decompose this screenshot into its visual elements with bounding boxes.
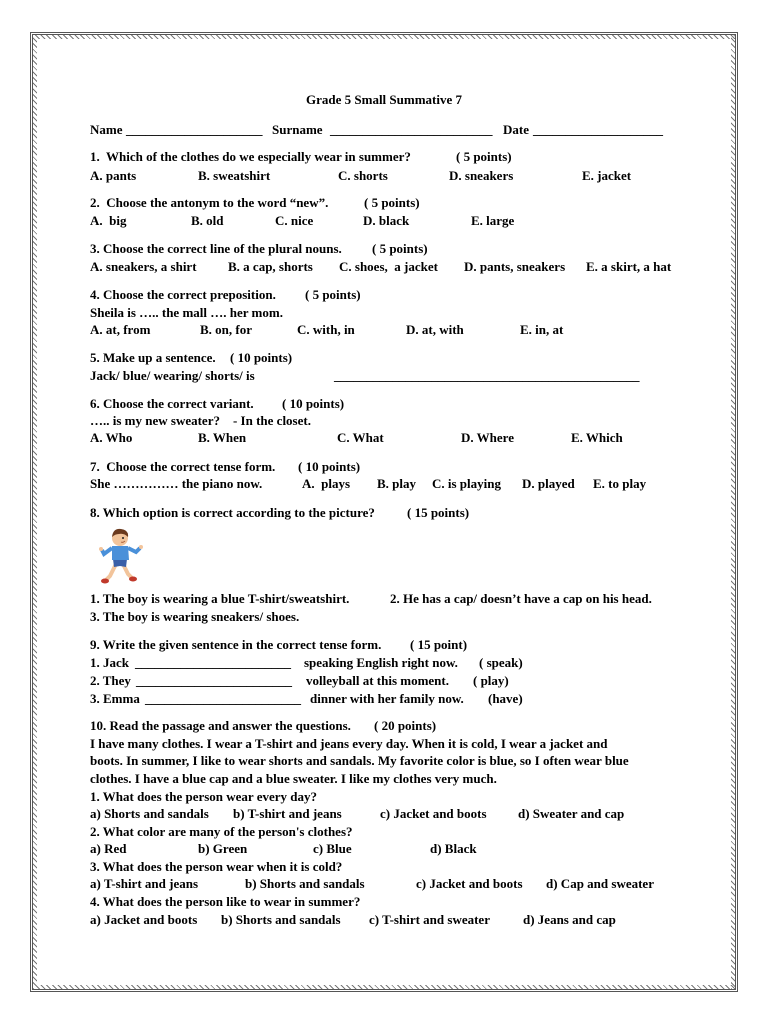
q1-option-a: A. pants xyxy=(90,168,137,183)
q6-option-d: D. Where xyxy=(461,430,514,445)
q1-option-c: C. shorts xyxy=(338,168,388,183)
q1-option-b: B. sweatshirt xyxy=(198,168,271,183)
q7-option-d: D. played xyxy=(522,476,575,491)
q2-option-c: C. nice xyxy=(275,213,314,228)
q10-sub-3-option-c: c) Jacket and boots xyxy=(416,876,523,891)
q4-option-c: C. with, in xyxy=(297,322,355,337)
q10-points: ( 20 points) xyxy=(374,718,437,733)
q4-points: ( 5 points) xyxy=(305,287,361,302)
q9-item-3-verb: (have) xyxy=(488,691,523,706)
q5-question: 5. Make up a sentence. xyxy=(90,350,216,365)
q6-option-a: A. Who xyxy=(90,430,133,445)
q6-points: ( 10 points) xyxy=(282,396,345,411)
q10-passage-line-1: I have many clothes. I wear a T-shirt and jeans every day. When it is cold, I wear a jacket and xyxy=(90,736,608,751)
q10-sub-3-option-d: d) Cap and sweater xyxy=(546,876,654,891)
q10-sub-4-option-a: a) Jacket and boots xyxy=(90,912,198,927)
surname-blank: _________________________ xyxy=(330,122,493,137)
q5-words: Jack/ blue/ wearing/ shorts/ is xyxy=(90,368,255,383)
q10-sub-2-option-a: a) Red xyxy=(90,841,127,856)
q10-sub-4-option-c: c) T-shirt and sweater xyxy=(369,912,490,927)
q7-option-c: C. is playing xyxy=(432,476,501,491)
q6-question: 6. Choose the correct variant. xyxy=(90,396,254,411)
q1-option-d: D. sneakers xyxy=(449,168,514,183)
q1-question: 1. Which of the clothes do we especially wear in summer? xyxy=(90,149,411,164)
q10-sub-3-question: 3. What does the person wear when it is cold? xyxy=(90,859,343,874)
date-label: Date xyxy=(503,122,529,137)
q8-item-2: 2. He has a cap/ doesn’t have a cap on his head. xyxy=(390,591,652,606)
q9-item-1-subject: 1. Jack xyxy=(90,655,129,670)
q4-option-e: E. in, at xyxy=(520,322,564,337)
q9-item-3-blank: ________________________ xyxy=(145,691,301,706)
q4-option-a: A. at, from xyxy=(90,322,151,337)
q10-sub-2-option-d: d) Black xyxy=(430,841,477,856)
q7-option-a: A. plays xyxy=(302,476,351,491)
q7-points: ( 10 points) xyxy=(298,459,361,474)
q10-passage-line-2: boots. In summer, I like to wear shorts and sandals. My favorite color is blue, so I often wear blue xyxy=(90,753,629,768)
q10-sub-2-option-c: c) Blue xyxy=(313,841,352,856)
q7-option-b: B. play xyxy=(377,476,417,491)
q3-points: ( 5 points) xyxy=(372,241,428,256)
q6-sentence: ….. is my new sweater? - In the closet. xyxy=(90,413,311,428)
q10-sub-1-option-c: c) Jacket and boots xyxy=(380,806,487,821)
page-title: Grade 5 Small Summative 7 xyxy=(306,92,462,107)
q10-sub-1-option-b: b) T-shirt and jeans xyxy=(233,806,342,821)
q10-sub-1-option-a: a) Shorts and sandals xyxy=(90,806,209,821)
q6-option-e: E. Which xyxy=(571,430,623,445)
q3-option-a: A. sneakers, a shirt xyxy=(90,259,197,274)
date-blank: ____________________ xyxy=(533,122,663,137)
q3-option-c: C. shoes, a jacket xyxy=(339,259,438,274)
q2-points: ( 5 points) xyxy=(364,195,420,210)
q6-option-b: B. When xyxy=(198,430,247,445)
q10-passage-line-3: clothes. I have a blue cap and a blue sweater. I like my clothes very much. xyxy=(90,771,497,786)
q7-option-e: E. to play xyxy=(593,476,647,491)
q9-item-2-blank: ________________________ xyxy=(136,673,292,688)
q4-option-b: B. on, for xyxy=(200,322,252,337)
q4-question: 4. Choose the correct preposition. xyxy=(90,287,276,302)
q1-option-e: E. jacket xyxy=(582,168,632,183)
q9-points: ( 15 point) xyxy=(410,637,468,652)
q4-sentence: Sheila is ….. the mall …. her mom. xyxy=(90,305,283,320)
q10-question: 10. Read the passage and answer the questions. xyxy=(90,718,351,733)
q9-item-1-blank: ________________________ xyxy=(135,655,291,670)
q2-option-a: A. big xyxy=(90,213,127,228)
q8-points: ( 15 points) xyxy=(407,505,470,520)
name-blank: _____________________ xyxy=(126,122,263,137)
q7-stem: She …………… the piano now. xyxy=(90,476,263,491)
q10-sub-3-option-a: a) T-shirt and jeans xyxy=(90,876,198,891)
q8-question: 8. Which option is correct according to the picture? xyxy=(90,505,375,520)
q5-points: ( 10 points) xyxy=(230,350,293,365)
q8-item-3: 3. The boy is wearing sneakers/ shoes. xyxy=(90,609,300,624)
q8-item-1: 1. The boy is wearing a blue T-shirt/sweatshirt. xyxy=(90,591,350,606)
q9-item-3-rest: dinner with her family now. xyxy=(310,691,464,706)
q10-sub-1-option-d: d) Sweater and cap xyxy=(518,806,625,821)
q2-option-b: B. old xyxy=(191,213,224,228)
q1-points: ( 5 points) xyxy=(456,149,512,164)
q3-option-d: D. pants, sneakers xyxy=(464,259,566,274)
q3-question: 3. Choose the correct line of the plural nouns. xyxy=(90,241,342,256)
q5-answer-blank: _______________________________________________ xyxy=(334,368,640,383)
q10-sub-1-question: 1. What does the person wear every day? xyxy=(90,789,318,804)
q9-item-2-rest: volleyball at this moment. xyxy=(306,673,449,688)
q6-option-c: C. What xyxy=(337,430,384,445)
q3-option-e: E. a skirt, a hat xyxy=(586,259,672,274)
q9-item-1-verb: ( speak) xyxy=(479,655,523,670)
q9-item-1-rest: speaking English right now. xyxy=(304,655,458,670)
q7-question: 7. Choose the correct tense form. xyxy=(90,459,276,474)
q9-item-2-verb: ( play) xyxy=(473,673,509,688)
q2-option-e: E. large xyxy=(471,213,515,228)
surname-label: Surname xyxy=(272,122,323,137)
q9-question: 9. Write the given sentence in the correct tense form. xyxy=(90,637,382,652)
q10-sub-2-question: 2. What color are many of the person's clothes? xyxy=(90,824,353,839)
q10-sub-4-question: 4. What does the person like to wear in summer? xyxy=(90,894,361,909)
q9-item-3-subject: 3. Emma xyxy=(90,691,140,706)
q9-item-2-subject: 2. They xyxy=(90,673,131,688)
q4-option-d: D. at, with xyxy=(406,322,464,337)
name-label: Name xyxy=(90,122,123,137)
q10-sub-4-option-b: b) Shorts and sandals xyxy=(221,912,341,927)
running-boy-image xyxy=(96,526,146,586)
q2-option-d: D. black xyxy=(363,213,410,228)
q10-sub-3-option-b: b) Shorts and sandals xyxy=(245,876,365,891)
q2-question: 2. Choose the antonym to the word “new”. xyxy=(90,195,329,210)
q10-sub-4-option-d: d) Jeans and cap xyxy=(523,912,616,927)
q3-option-b: B. a cap, shorts xyxy=(228,259,313,274)
q10-sub-2-option-b: b) Green xyxy=(198,841,248,856)
